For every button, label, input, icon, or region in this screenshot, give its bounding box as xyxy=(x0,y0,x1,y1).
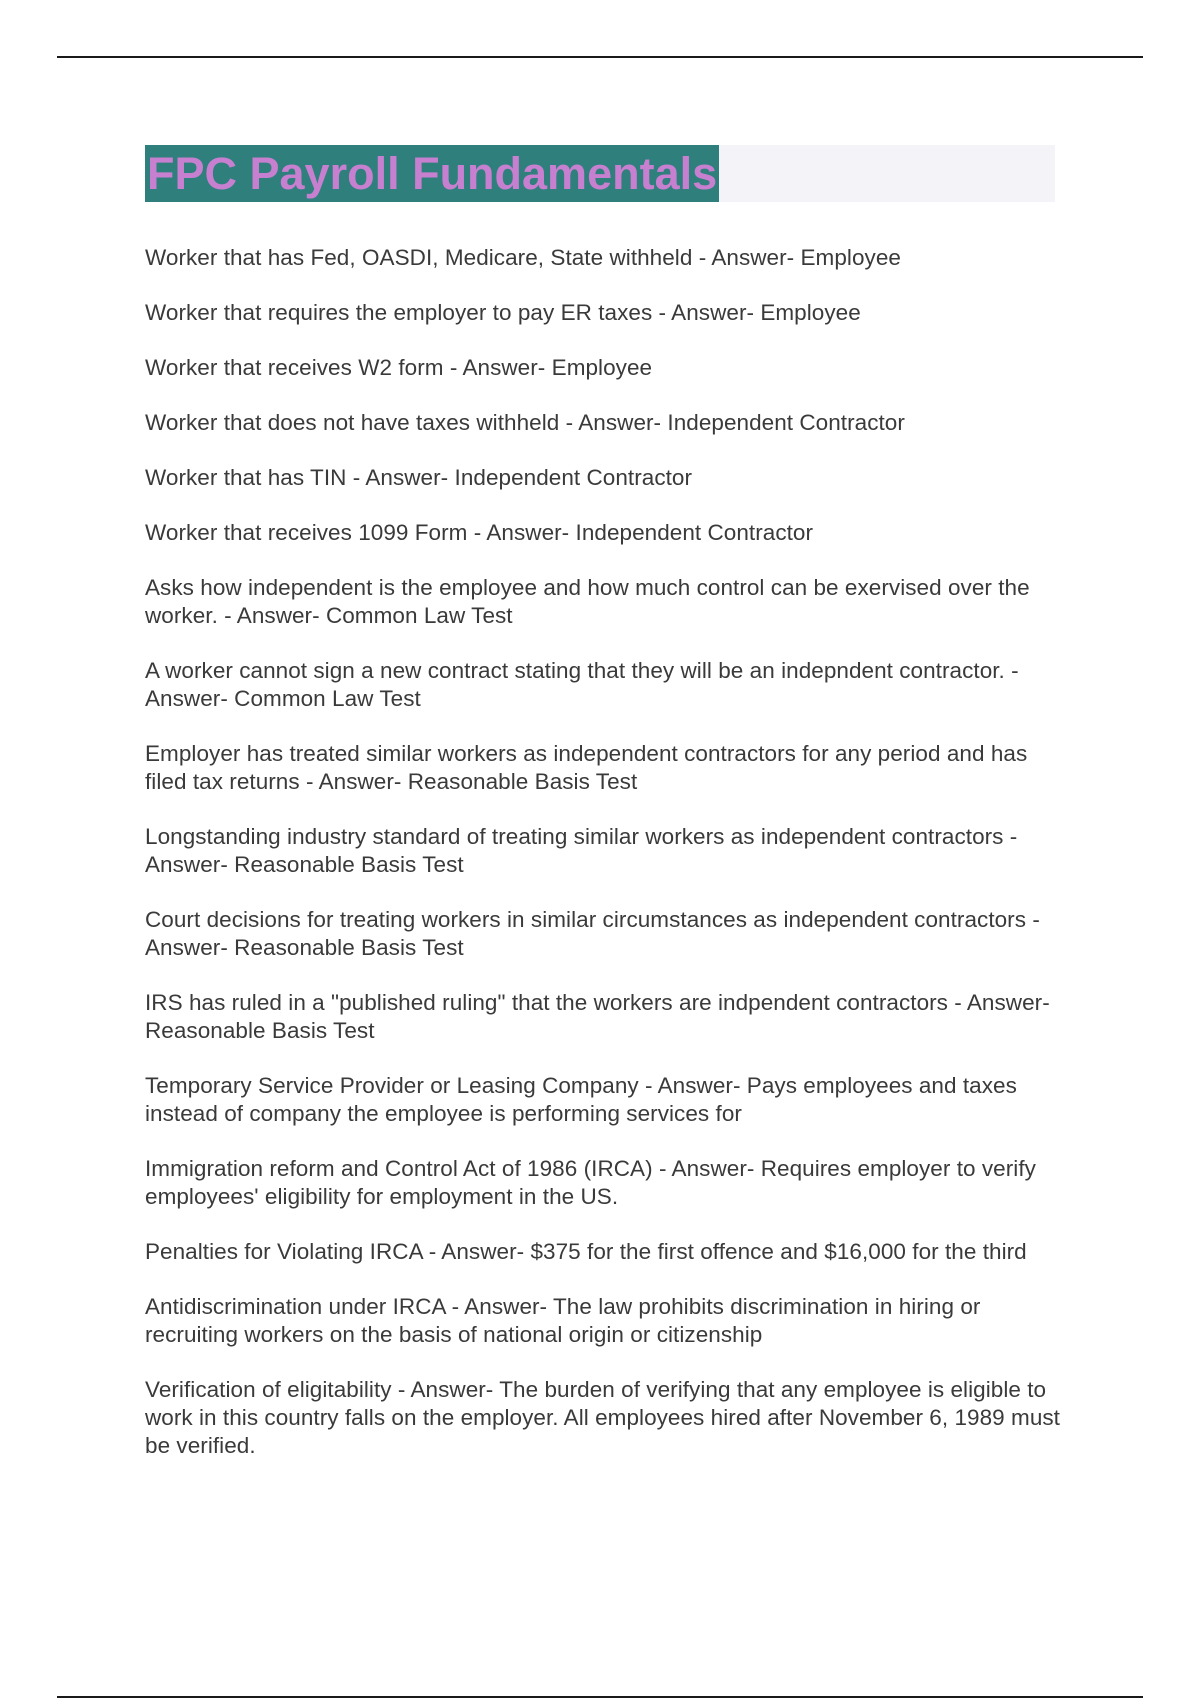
qa-item: Employer has treated similar workers as independent contractors for any period and has filed tax returns - Answer- Reasonable Basis Test xyxy=(145,741,1028,794)
qa-item: Temporary Service Provider or Leasing Company - Answer- Pays employees and taxes instead of company the employee is performing services for xyxy=(145,1073,1017,1126)
qa-item: IRS has ruled in a "published ruling" that the workers are indpendent contractors - Answer- Reasonable Basis Test xyxy=(145,990,1050,1043)
qa-item: Court decisions for treating workers in similar circumstances as independent contractors - Answer- Reasonable Basis Test xyxy=(145,907,1040,960)
qa-item: Worker that has Fed, OASDI, Medicare, State withheld - Answer- Employee xyxy=(145,245,901,270)
qa-item: Antidiscrimination under IRCA - Answer- The law prohibits discrimination in hiring or recruiting workers on the basis of national origin or citizenship xyxy=(145,1294,981,1347)
qa-item: Immigration reform and Control Act of 1986 (IRCA) - Answer- Requires employer to verify employees' eligibility for employment in the US. xyxy=(145,1156,1036,1209)
qa-list xyxy=(145,244,1065,1487)
bottom-rule xyxy=(57,1696,1143,1698)
qa-item: Asks how independent is the employee and how much control can be exervised over the worker. - Answer- Common Law Test xyxy=(145,575,1030,628)
qa-item: A worker cannot sign a new contract stating that they will be an indepndent contractor. - Answer- Common Law Test xyxy=(145,658,1019,711)
qa-item: Verification of eligitability - Answer- The burden of verifying that any employee is eligible to work in this country falls on the employer. All employees hired after November 6, 1989 must be verified. xyxy=(145,1377,1060,1458)
qa-item: Worker that receives 1099 Form - Answer- Independent Contractor xyxy=(145,520,814,545)
qa-item: Longstanding industry standard of treating similar workers as independent contractors - Answer- Reasonable Basis Test xyxy=(145,824,1018,877)
qa-item: Penalties for Violating IRCA - Answer- $375 for the first offence and $16,000 for the third xyxy=(145,1239,1027,1264)
qa-item: Worker that does not have taxes withheld - Answer- Independent Contractor xyxy=(145,410,905,435)
qa-item: Worker that receives W2 form - Answer- Employee xyxy=(145,355,653,380)
top-rule xyxy=(57,56,1143,58)
qa-item: Worker that has TIN - Answer- Independent Contractor xyxy=(145,465,693,490)
document-title: FPC Payroll Fundamentals xyxy=(145,145,719,202)
qa-item: Worker that requires the employer to pay ER taxes - Answer- Employee xyxy=(145,300,861,325)
